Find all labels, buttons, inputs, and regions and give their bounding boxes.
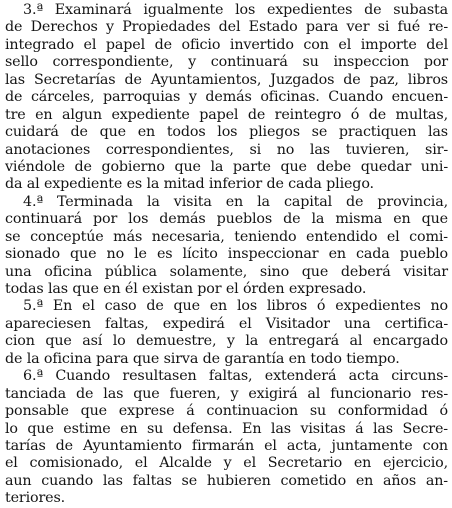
paragraph-3 <box>5 2 448 194</box>
text-line: cion que así lo demuestre, y la entregará al encargado <box>5 333 448 350</box>
text-line: viéndole de gobierno que la parte que debe quedar uni- <box>5 158 448 175</box>
text-line: 3.ª Examinará igualmente los expedientes de subasta <box>23 2 448 18</box>
text-line: las Secretarías de Ayuntamientos, Juzgados de paz, libros <box>5 71 448 88</box>
paragraph-4 <box>5 194 448 299</box>
text-line: cuidará de que en todos los pliegos se practiquen las <box>5 124 448 141</box>
text-line: de cárceles, parroquias y demás oficinas. Cuando encuen- <box>5 89 448 106</box>
text-line: 6.ª Cuando resultasen faltas, extenderá acta circuns- <box>23 368 448 385</box>
text-line: ponsable que exprese á continuacion su conformidad ó <box>5 403 448 420</box>
text-line: continuará por los demás pueblos de la misma en que <box>5 211 448 228</box>
text-line: tarías de Ayuntamiento firmarán el acta, juntamente con <box>5 437 448 454</box>
text-line: 5.ª En el caso de que en los libros ó expedientes no <box>23 298 448 315</box>
text-line: anotaciones correspondientes, si no las tuvieren, sir- <box>5 141 448 158</box>
text-line: todas las que en él existan por el órden expresado. <box>5 281 367 297</box>
paragraph-6 <box>5 368 448 508</box>
text-line: se conceptúe más necesaria, teniendo entendido el comi- <box>5 228 448 245</box>
text-line: integrado el papel de oficio invertido con el importe del <box>5 36 448 53</box>
text-line: tre en algun expediente papel de reintegro ó de multas, <box>5 106 448 123</box>
text-line: sionado que no le es lícito inspeccionar en cada pueblo <box>5 246 448 263</box>
text-line: 4.ª Terminada la visita en la capital de provincia, <box>23 193 448 210</box>
text-line: de Derechos y Propiedades del Estado para ver si fué re- <box>5 19 448 36</box>
text-line: apareciesen faltas, expedirá el Visitador una certifica- <box>5 315 448 332</box>
text-line: el comisionado, el Alcalde y el Secretario en ejercicio, <box>5 455 448 472</box>
text-line: da al expediente es la mitad inferior de cada pliego. <box>5 176 374 193</box>
text-line: aun cuando las faltas se hubieren cometido en años an- <box>5 472 448 489</box>
text-line: tanciada de las que fueren, y exigirá al funcionario res- <box>5 385 448 402</box>
text-line: lo que estime en su defensa. En las visitas á las Secre- <box>5 420 448 437</box>
text-line: teriores. <box>5 490 66 507</box>
text-line: de la oficina para que sirva de garantía en todo tiempo. <box>5 350 400 367</box>
text-line: sello correspondiente, y continuará su inspeccion por <box>5 54 448 71</box>
text-line: una oficina pública solamente, sino que deberá visitar <box>5 263 448 280</box>
paragraph-5 <box>5 298 448 368</box>
document-page <box>5 2 448 508</box>
